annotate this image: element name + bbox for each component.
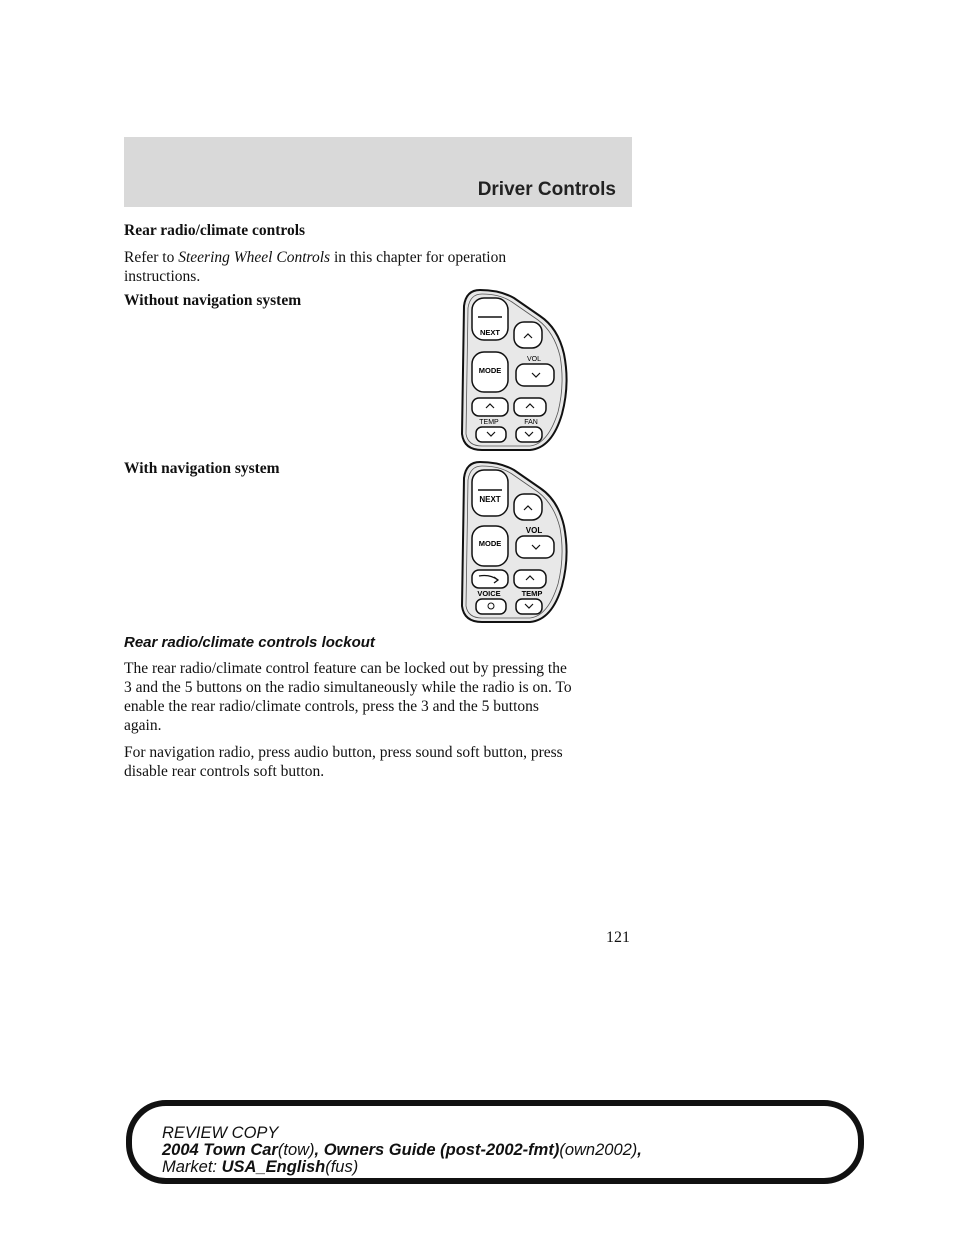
lockout-p1-line: 3 and the 5 buttons on the radio simultaneously while the radio is on. To: [124, 679, 572, 696]
temp-up-button: [472, 398, 508, 416]
figure-without-nav: [452, 284, 572, 454]
fan-label: FAN: [524, 419, 538, 426]
nav-vol-label: VOL: [525, 526, 543, 535]
footer-text: [162, 1125, 642, 1176]
nav-next-label: NEXT: [479, 495, 501, 504]
page-number: 121: [606, 929, 630, 946]
nav-temp-label: TEMP: [521, 589, 543, 598]
footer-guide: Owners Guide (post-2002-fmt): [323, 1141, 560, 1159]
footer-sep1: ,: [314, 1141, 324, 1159]
nav-temp-up-button: [514, 570, 546, 588]
next-label: NEXT: [479, 328, 501, 337]
footer-model: 2004 Town Car: [162, 1141, 278, 1159]
with-nav-label: With navigation system: [124, 460, 280, 477]
temp-label: TEMP: [479, 419, 499, 426]
section-heading: Rear radio/climate controls: [124, 222, 306, 239]
footer-model-code: (tow): [277, 1141, 315, 1159]
mode-label: MODE: [478, 366, 502, 375]
nav-mode-label: MODE: [478, 539, 502, 548]
lockout-paragraph-1: [124, 659, 644, 735]
intro-reference: Steering Wheel Controls: [178, 249, 331, 266]
lockout-p2-line: For navigation radio, press audio button, press sound soft button, press: [124, 744, 563, 761]
nav-temp-down-button: [516, 599, 542, 614]
lockout-p1-line: enable the rear radio/climate controls, press the 3 and the 5 buttons: [124, 698, 539, 715]
intro-paragraph: [124, 248, 644, 286]
voice-label: VOICE: [477, 589, 501, 598]
voice-button: [472, 570, 508, 588]
footer-guide-code: (own2002): [559, 1141, 638, 1159]
intro-prefix: Refer to: [124, 249, 179, 266]
intro-line2: instructions.: [124, 268, 201, 285]
lockout-p1-line: again.: [124, 717, 162, 734]
lockout-heading: Rear radio/climate controls lockout: [124, 634, 375, 651]
lockout-p2-line: disable rear controls soft button.: [124, 763, 325, 780]
footer-market-code: (fus): [325, 1158, 359, 1176]
footer-market: USA_English: [221, 1158, 326, 1176]
lockout-paragraph-2: [124, 743, 644, 781]
without-nav-label: Without navigation system: [124, 292, 302, 309]
fan-down-button: [516, 427, 542, 442]
voice-talk-button: [476, 599, 506, 614]
intro-suffix: in this chapter for operation: [330, 249, 507, 266]
footer-sep2: ,: [637, 1141, 642, 1159]
nav-vol-up-button: [514, 494, 542, 520]
nav-next-button: [472, 470, 508, 516]
footer-market-label: Market:: [162, 1158, 222, 1176]
footer-review-copy: REVIEW COPY: [162, 1124, 279, 1142]
figure-with-nav: [452, 456, 572, 626]
vol-down-button: [516, 364, 554, 386]
header-band: [124, 137, 632, 207]
vol-label: VOL: [526, 356, 542, 363]
page-section-title: Driver Controls: [477, 179, 616, 200]
fan-up-button: [514, 398, 546, 416]
nav-vol-down-button: [516, 536, 554, 558]
vol-up-button: [514, 322, 542, 348]
temp-down-button: [476, 427, 506, 442]
lockout-p1-line: The rear radio/climate control feature can be locked out by pressing the: [124, 660, 567, 677]
